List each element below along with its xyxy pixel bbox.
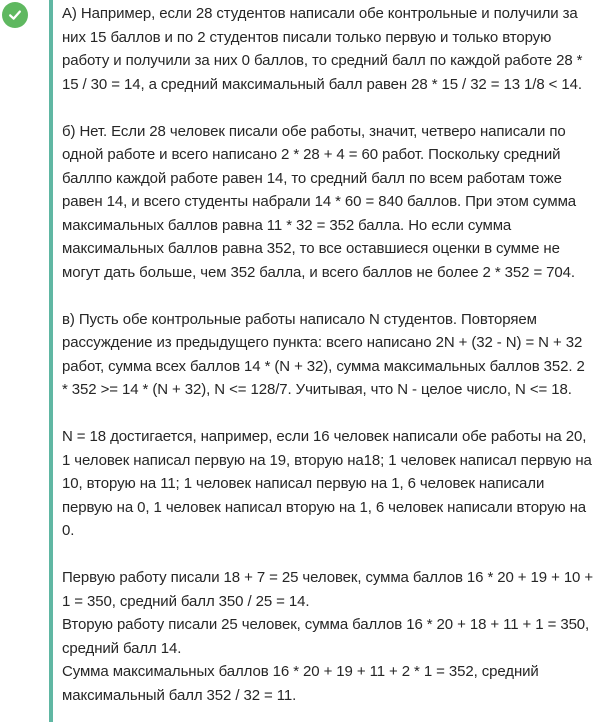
verified-answer-badge — [2, 2, 28, 28]
answer-part-a: А) Например, если 28 студентов написали обе контрольные и получили за них 15 баллов и по 2 студентов писали только первую и только вторую работу и получили за них 0 баллов, то средний балл по каждой работе 28 * 15 / 30 = 14, а средний максимальный балл равен 28 * 15 / 32 = 13 1/8 < 14. — [62, 5, 583, 93]
answer-example: N = 18 достигается, например, если 16 человек написали обе работы на 20, 1 человек написал первую на 19, вторую на18; 1 человек написал первую на 10, вторую на 11; 1 человек написал первую на 1, 6 человек написали первую на 0, 1 человек написал вторую на 1, 6 человек написали вторую на 0. — [62, 428, 592, 539]
answer-accent-bar — [49, 0, 53, 722]
answer-part-c: в) Пусть обе контрольные работы написало N студентов. Повторяем рассуждение из предыдущего пункта: всего написано 2N + (32 - N) = N + 32 работ, сумма всех баллов 14 * (N + 32), сумма максимальных баллов 352. 2 * 352 >= 14 * (N + 32), N <= 128/7. Учитывая, что N - целое число, N <= 18. — [62, 310, 585, 398]
answer-part-b: б) Нет. Если 28 человек писали обе работы, значит, четверо написали по одной работе и всего написано 2 * 28 + 4 = 60 работ. Поскольку средний баллпо каждой работе равен 14, то средний балл по всем работам тоже равен 14, и всего студенты набрали 14 * 60 = 840 баллов. При этом сумма максимальных баллов равна 11 * 32 = 352 балла. Но если сумма максимальных баллов равна 352, то все оставшиеся оценки в сумме не могут дать больше, чем 352 балла, и всего баллов не более 2 * 352 = 704. — [62, 122, 577, 281]
answer-text — [62, 2, 594, 707]
answer-check-max: Сумма максимальных баллов 16 * 20 + 19 + 11 + 2 * 1 = 352, средний максимальный балл 352 / 32 = 11. — [62, 663, 539, 704]
answer-check-second: Вторую работу писали 25 человек, сумма баллов 16 * 20 + 18 + 11 + 1 = 350, средний балл 14. — [62, 616, 590, 657]
answer-check-first: Первую работу писали 18 + 7 = 25 человек, сумма баллов 16 * 20 + 19 + 10 + 1 = 350, средний балл 350 / 25 = 14. — [62, 569, 594, 610]
checkmark-icon — [7, 7, 23, 23]
